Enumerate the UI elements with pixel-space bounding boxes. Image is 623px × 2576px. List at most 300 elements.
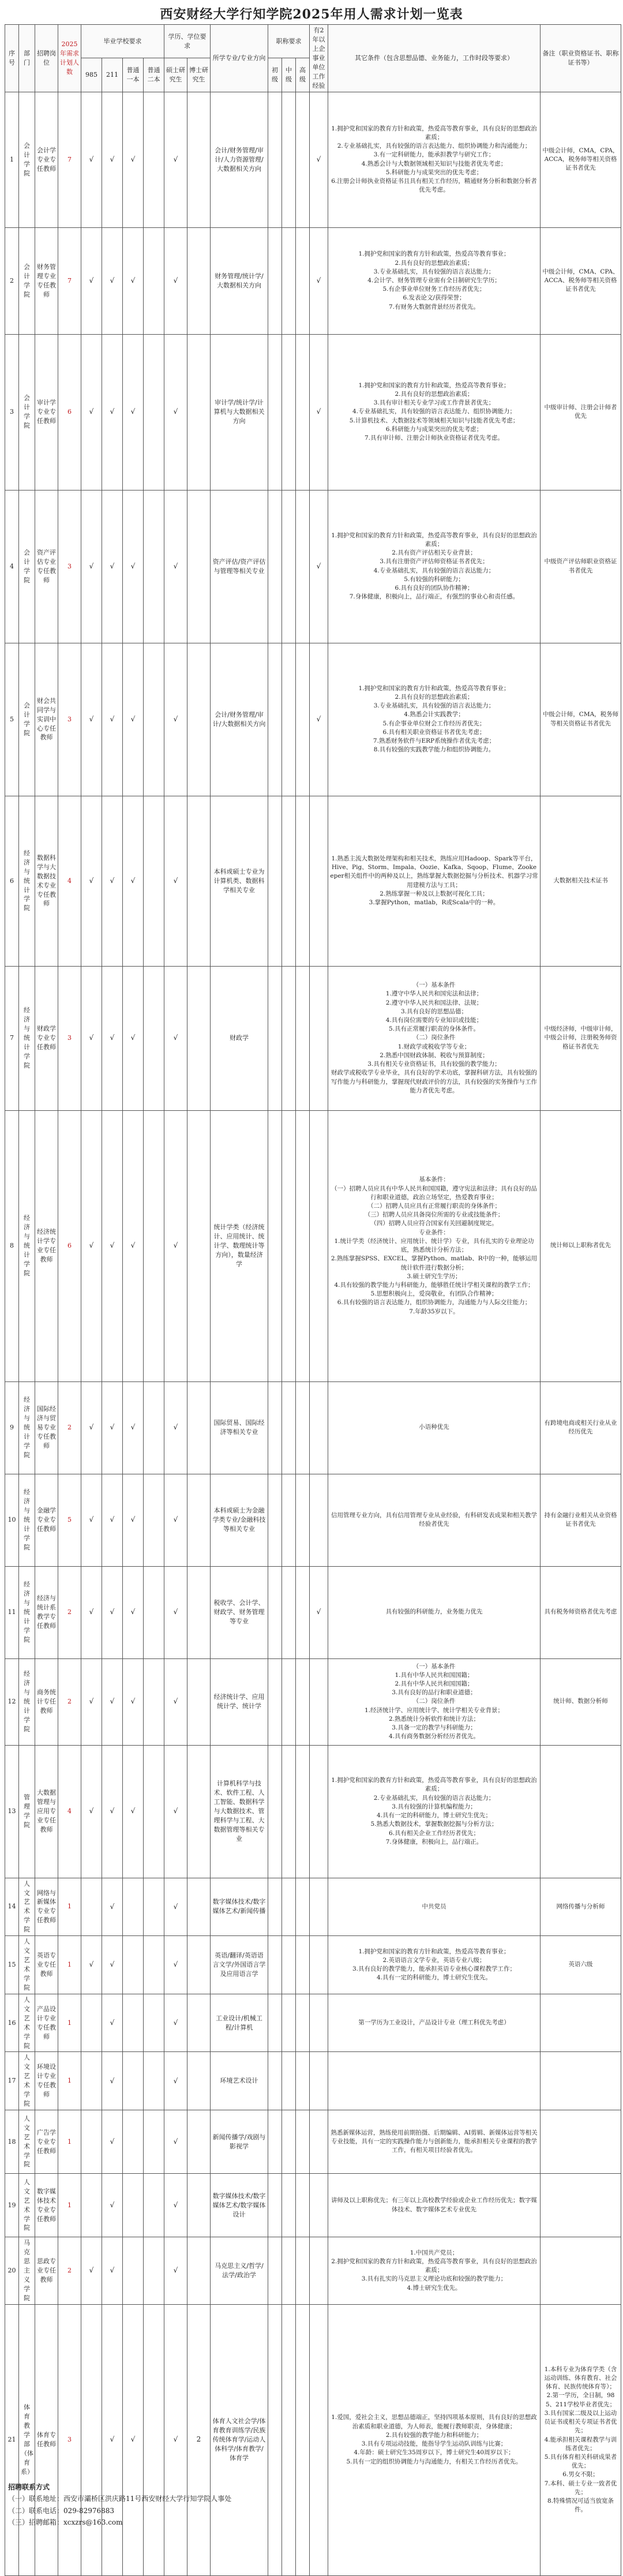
row-dept: 会计学院 xyxy=(19,92,35,227)
row-post: 金融学专业专任教师 xyxy=(35,1474,58,1566)
row-master: √ xyxy=(164,1878,187,1936)
row-title-senior xyxy=(296,2110,310,2174)
row-title-junior xyxy=(268,2237,282,2305)
row-conditions: 熟悉新媒体运营，熟练使用前期拍摄、后期编辑、AI剪辑、新媒体运营等相关专业技能，具有一定的实践操作能力与创新能力，能承担相关专业课程的教学工作，有相关项目经验者优先。 xyxy=(328,2110,541,2174)
row-title-junior xyxy=(268,1745,282,1878)
row-title-mid xyxy=(282,1474,296,1566)
table-row xyxy=(5,334,621,490)
row-seq: 5 xyxy=(5,643,19,796)
row-title-mid xyxy=(282,2174,296,2237)
row-post: 广告学专业专任教师 xyxy=(35,2110,58,2174)
row-title-senior xyxy=(296,1878,310,1936)
row-major: 计算机科学与技术、软件工程、人工智能、数据科学与大数据技术、管理科学与工程、大数据管理等相关专业 xyxy=(211,1745,268,1878)
row-phd xyxy=(187,2110,211,2174)
row-tier2 xyxy=(144,643,164,796)
row-seq: 8 xyxy=(5,1110,19,1381)
row-major: 统计学类（经济统计、应用统计、统计学、数理统计等方向），数量经济学 xyxy=(211,1110,268,1381)
row-title-junior xyxy=(268,92,282,227)
contact-heading: 招聘联系方式 xyxy=(8,2483,50,2491)
row-title-mid xyxy=(282,1878,296,1936)
row-title-junior xyxy=(268,1936,282,1994)
row-count: 1 xyxy=(58,2110,81,2174)
row-seq: 19 xyxy=(5,2174,19,2237)
row-dept: 会计学院 xyxy=(19,490,35,643)
row-211: √ xyxy=(102,1994,123,2052)
row-title-mid xyxy=(282,796,296,966)
row-count: 1 xyxy=(58,1936,81,1994)
row-title-mid xyxy=(282,966,296,1110)
row-985: √ xyxy=(81,2237,102,2305)
row-tier1: √ xyxy=(123,966,144,1110)
row-211: √ xyxy=(102,2174,123,2237)
header-211: 211 xyxy=(102,58,123,92)
row-major: 体育人文社会学/体育教育训练学/民族传统体育学/运动人体科学/体育教学/体育学 xyxy=(211,2304,268,2575)
row-major: 财务管理/统计学/大数据相关方向 xyxy=(211,227,268,334)
row-title-mid xyxy=(282,1994,296,2052)
row-count: 2 xyxy=(58,1658,81,1745)
table-row xyxy=(5,1474,621,1566)
row-title-mid xyxy=(282,643,296,796)
row-tier2 xyxy=(144,2237,164,2305)
row-dept: 经济与统计学院 xyxy=(19,1381,35,1474)
row-title-junior xyxy=(268,2052,282,2110)
row-conditions: 1.熟悉主流大数据处理架构和相关技术，熟练应用Hadoop、Spark等平台，Hive、Pig、Storm、Impala、Oozie、Kafka、Sqoop、Flume、Zookeeper相关组件中的两种及以上，熟练掌握大数据挖掘与分析技术、机器学习常用建模方法与工具； 2.熟练掌握一种及以上数据可视化工具； 3.掌握Python，matlab，R或Scala中的一种。 xyxy=(328,796,541,966)
row-985: √ xyxy=(81,92,102,227)
row-title-mid xyxy=(282,227,296,334)
row-tier2 xyxy=(144,1745,164,1878)
header-seq: 序号 xyxy=(5,25,19,92)
row-seq: 21 xyxy=(5,2304,19,2575)
row-count: 1 xyxy=(58,1994,81,2052)
row-title-senior xyxy=(296,227,310,334)
row-985: √ xyxy=(81,796,102,966)
row-title-junior xyxy=(268,1110,282,1381)
row-exp: √ xyxy=(310,92,328,227)
row-seq: 10 xyxy=(5,1474,19,1566)
row-211: √ xyxy=(102,2304,123,2575)
row-count: 1 xyxy=(58,1878,81,1936)
row-tier2 xyxy=(144,92,164,227)
row-dept: 经济与统计学院 xyxy=(19,1566,35,1658)
table-row xyxy=(5,1994,621,2052)
row-dept: 人文艺术学院 xyxy=(19,1936,35,1994)
row-tier1: √ xyxy=(123,1381,144,1474)
row-count: 3 xyxy=(58,490,81,643)
row-phd xyxy=(187,1381,211,1474)
row-remark xyxy=(541,2237,621,2305)
row-remark: 具有税务师资格者优先考虑 xyxy=(541,1566,621,1658)
row-title-mid xyxy=(282,2237,296,2305)
row-count: 7 xyxy=(58,92,81,227)
header-conditions: 其它条件（包含思想品德、业务能力，工作时段等要求） xyxy=(328,25,541,92)
row-remark: 大数据相关技术证书 xyxy=(541,796,621,966)
row-conditions: 1.拥护党和国家的教育方针和政策，热爱高等教育事业，具有良好的思想政治素质； 2.具有资产评估相关专业背景； 3.具有注册资产评估师资格证书者优先； 4.专业基础扎实，具有较强的语言表达能力； 5.有较强的科研能力； 6.具有良好的团队协作精神； 7.身体健康，积极向上，品行端正，有强烈的事业心和责任感。 xyxy=(328,490,541,643)
row-exp xyxy=(310,2237,328,2305)
row-conditions: 基本条件： （一）招聘人员应具有中华人民共和国国籍，遵守宪法和法律；具有良好的品行和职业道德，政治立场坚定，热爱教育事业； （二）招聘人员应具有正常履行职责的身体条件； （三）招聘人员应具备岗位所需的专业或技能条件； （四）招聘人员应符合国家有关回避制度规定。 专业条件： 1.统计学类（经济统计、应用统计、统计学）专业，具有扎实的专业理论功底，熟悉统计分析方法； 2.熟练掌握SPSS、EXCEL，掌握Python、matlab、R中的一种，能够运用统计软件进行数据分析； 3.硕士研究生学历； 4.具有较强的教学能力与科研能力，能够胜任统计学相关课程的教学工作； 5.思想积极向上，爱岗敬业，有团队合作精神； 6.具有较强的语言表达能力，组织协调能力，沟通能力与人际交往能力； 7.年龄35岁以下。 xyxy=(328,1110,541,1381)
row-count: 2 xyxy=(58,1381,81,1474)
row-remark xyxy=(541,2052,621,2110)
row-985 xyxy=(81,2052,102,2110)
row-conditions: 中共党员 xyxy=(328,1878,541,1936)
row-master: √ xyxy=(164,2110,187,2174)
row-title-senior xyxy=(296,1936,310,1994)
row-title-senior xyxy=(296,1566,310,1658)
row-title-junior xyxy=(268,1878,282,1936)
row-phd xyxy=(187,2052,211,2110)
row-conditions: 第一学历为工业设计，产品设计专业（理工科优先考虑） xyxy=(328,1994,541,2052)
contact-footer xyxy=(8,2481,231,2529)
row-conditions: 信用管理专业方向，具有信用管理专业从业经验，有科研发表成果和相关教学经验者优先 xyxy=(328,1474,541,1566)
row-conditions: 1.爱国，爱社会主义，思想品德端正，坚持四项基本原则，具有良好的思想政治素质和职业道德，为人师表，能履行教师职责，身体健康； 2.具有较强的教学能力和科研能力； 3.具有专项运动技能，能指导学生运动队训练与比赛； 4.年龄：硕士研究生35周岁以下，博士研究生40周岁以下； 5.具有一定的组织协调能力与沟通能力，有相关工作经历者优先。 xyxy=(328,2304,541,2575)
row-master: √ xyxy=(164,92,187,227)
row-tier1: √ xyxy=(123,334,144,490)
row-phd xyxy=(187,1936,211,1994)
row-major: 财政学 xyxy=(211,966,268,1110)
row-count: 6 xyxy=(58,1110,81,1381)
row-master: √ xyxy=(164,643,187,796)
row-post: 环境设计专业专任教师 xyxy=(35,2052,58,2110)
row-master: √ xyxy=(164,966,187,1110)
table-row xyxy=(5,1658,621,1745)
row-tier1: √ xyxy=(123,92,144,227)
row-phd: 2 xyxy=(187,2304,211,2575)
row-master: √ xyxy=(164,2237,187,2305)
row-211: √ xyxy=(102,643,123,796)
row-major: 数字媒体技术/数字媒体艺术/新闻传播 xyxy=(211,1878,268,1936)
row-985: √ xyxy=(81,1381,102,1474)
row-985: √ xyxy=(81,334,102,490)
table-row xyxy=(5,1745,621,1878)
row-title-senior xyxy=(296,1110,310,1381)
row-post: 财政学专业专任教师 xyxy=(35,966,58,1110)
row-title-junior xyxy=(268,490,282,643)
row-phd xyxy=(187,227,211,334)
row-remark: 统计师以上职称者优先 xyxy=(541,1110,621,1381)
row-post: 大数据管理与应用专业专任教师 xyxy=(35,1745,58,1878)
row-post: 数据科学与大数据技术专业专任教师 xyxy=(35,796,58,966)
row-tier2 xyxy=(144,1381,164,1474)
row-tier2 xyxy=(144,334,164,490)
row-count: 3 xyxy=(58,643,81,796)
row-seq: 12 xyxy=(5,1658,19,1745)
row-remark: 中级经济师，中级审计师，中级会计师，注册税务师资格证书者优先 xyxy=(541,966,621,1110)
row-phd xyxy=(187,1745,211,1878)
row-exp xyxy=(310,2052,328,2110)
row-conditions: （一）基本条件 1.具有中华人民共和国国籍； 2.具有中华人民共和国国籍； 3.具有良好的品行和职业道德； （二）岗位条件 1.经济统计学、应用统计学、统计学相关专业背景； 2.熟悉统计分析软件和统计方法； 3.具备一定的教学与科研能力； 4.具有商务数据分析经历者优先。 xyxy=(328,1658,541,1745)
row-exp xyxy=(310,966,328,1110)
row-seq: 17 xyxy=(5,2052,19,2110)
row-dept: 会计学院 xyxy=(19,334,35,490)
row-remark xyxy=(541,2174,621,2237)
row-985: √ xyxy=(81,1658,102,1745)
row-remark: 统计师、数据分析师 xyxy=(541,1658,621,1745)
row-master: √ xyxy=(164,1658,187,1745)
row-985: √ xyxy=(81,1936,102,1994)
row-seq: 13 xyxy=(5,1745,19,1878)
row-211: √ xyxy=(102,2110,123,2174)
row-major: 资产评估/资产评估与管理等相关专业 xyxy=(211,490,268,643)
row-exp xyxy=(310,2174,328,2237)
row-title-mid xyxy=(282,1936,296,1994)
row-master: √ xyxy=(164,334,187,490)
row-985 xyxy=(81,1994,102,2052)
row-title-mid xyxy=(282,2052,296,2110)
row-post: 审计学专业专任教师 xyxy=(35,334,58,490)
row-title-senior xyxy=(296,2237,310,2305)
table-row xyxy=(5,490,621,643)
row-title-senior xyxy=(296,334,310,490)
row-conditions: 1.拥护党和国家的教育方针和政策，热爱高等教育事业； 2.具有良好的思想政治素质； 3.具有审计相关专业学习或工作背景者优先； 4.专业基础扎实，具有较强的语言表达能力、组织协调能力； 5.计算机技术、大数据技术等领域相关知识与技能者优先考虑； 6.科研能力与成果突出的优先考虑； 7.具有审计师、注册会计师执业资格证者优先考虑。 xyxy=(328,334,541,490)
row-master: √ xyxy=(164,2052,187,2110)
row-exp: √ xyxy=(310,643,328,796)
row-dept: 人文艺术学院 xyxy=(19,2174,35,2237)
header-title-junior: 初级 xyxy=(268,58,282,92)
table-row xyxy=(5,227,621,334)
row-post: 体育专任教师 xyxy=(35,2304,58,2575)
row-count: 1 xyxy=(58,2174,81,2237)
row-211: √ xyxy=(102,796,123,966)
row-211: √ xyxy=(102,490,123,643)
row-exp xyxy=(310,796,328,966)
row-title-senior xyxy=(296,1745,310,1878)
row-exp xyxy=(310,1381,328,1474)
row-exp xyxy=(310,1658,328,1745)
row-985: √ xyxy=(81,966,102,1110)
row-dept: 会计学院 xyxy=(19,227,35,334)
row-post: 产品设计专业专任教师 xyxy=(35,1994,58,2052)
row-dept: 体育教学部（体育系） xyxy=(19,2304,35,2575)
row-post: 英语专业专任教师 xyxy=(35,1936,58,1994)
row-conditions xyxy=(328,2052,541,2110)
row-tier2 xyxy=(144,1658,164,1745)
row-exp xyxy=(310,1110,328,1381)
row-remark: 英语六级 xyxy=(541,1936,621,1994)
row-title-junior xyxy=(268,966,282,1110)
row-post: 国际经济与贸易专业专任教师 xyxy=(35,1381,58,1474)
row-tier2 xyxy=(144,2110,164,2174)
row-seq: 18 xyxy=(5,2110,19,2174)
table-row xyxy=(5,2237,621,2305)
row-phd xyxy=(187,1110,211,1381)
row-title-junior xyxy=(268,2304,282,2575)
row-count: 2 xyxy=(58,2237,81,2305)
row-tier2 xyxy=(144,1936,164,1994)
row-master: √ xyxy=(164,1110,187,1381)
row-master: √ xyxy=(164,1381,187,1474)
row-tier1 xyxy=(123,2110,144,2174)
row-title-senior xyxy=(296,1381,310,1474)
row-dept: 人文艺术学院 xyxy=(19,1878,35,1936)
row-master: √ xyxy=(164,1994,187,2052)
table-row xyxy=(5,2174,621,2237)
row-exp: √ xyxy=(310,1566,328,1658)
row-major: 马克思主义/哲学/法学/政治学 xyxy=(211,2237,268,2305)
row-post: 财会共同学与实训中心专任教师 xyxy=(35,643,58,796)
header-major: 所学专业/专业方向 xyxy=(211,25,268,92)
row-tier1: √ xyxy=(123,490,144,643)
row-985: √ xyxy=(81,490,102,643)
header-edu-group: 学历、学位要求 xyxy=(164,25,211,58)
row-985: √ xyxy=(81,1110,102,1381)
row-exp xyxy=(310,1936,328,1994)
row-exp xyxy=(310,2110,328,2174)
row-title-junior xyxy=(268,334,282,490)
row-tier2 xyxy=(144,2052,164,2110)
row-tier2 xyxy=(144,796,164,966)
row-title-junior xyxy=(268,1994,282,2052)
row-seq: 20 xyxy=(5,2237,19,2305)
row-conditions: 小语种优先 xyxy=(328,1381,541,1474)
row-tier1: √ xyxy=(123,1566,144,1658)
row-major: 工业设计/机械工程/计算机 xyxy=(211,1994,268,2052)
row-seq: 7 xyxy=(5,966,19,1110)
row-count: 3 xyxy=(58,2304,81,2575)
row-conditions: 1.拥护党和国家的教育方针和政策，热爱高等教育事业； 2.具有良好的思想政治素质； 3.专业基础扎实，具有较强的语言表达能力； 4.会计学、财务管理专业需有全日制研究生学历； 5.有企事业单位财务工作经历者优先； 6.发表论文/获得荣誉； 7.有财务大数据背景经历者优先。 xyxy=(328,227,541,334)
row-count: 6 xyxy=(58,334,81,490)
header-post: 招聘岗位 xyxy=(35,25,58,92)
row-dept: 人文艺术学院 xyxy=(19,2052,35,2110)
row-985: √ xyxy=(81,1745,102,1878)
table-row xyxy=(5,92,621,227)
row-211: √ xyxy=(102,1110,123,1381)
row-title-mid xyxy=(282,1745,296,1878)
row-title-senior xyxy=(296,1658,310,1745)
row-dept: 人文艺术学院 xyxy=(19,2110,35,2174)
row-title-junior xyxy=(268,2174,282,2237)
row-seq: 16 xyxy=(5,1994,19,2052)
row-major: 经济统计学、应用统计学、统计学 xyxy=(211,1658,268,1745)
row-phd xyxy=(187,966,211,1110)
row-master: √ xyxy=(164,2304,187,2575)
row-tier2 xyxy=(144,1474,164,1566)
table-row xyxy=(5,2304,621,2575)
row-remark: 中级会计师，CMA、CPA、ACCA、税务师等相关资格证书者优先 xyxy=(541,227,621,334)
row-phd xyxy=(187,2174,211,2237)
row-master: √ xyxy=(164,227,187,334)
row-seq: 4 xyxy=(5,490,19,643)
row-211: √ xyxy=(102,2052,123,2110)
row-exp xyxy=(310,1994,328,2052)
row-985: √ xyxy=(81,227,102,334)
row-phd xyxy=(187,1878,211,1936)
row-conditions: 1.拥护党和国家的教育方针和政策，热爱高等教育事业； 2.英语语言文学专业，英语专业八级； 3.具有良好的教学能力，能承担英语专业核心课程教学工作； 4.具有一定的科研能力，博士研究生优先。 xyxy=(328,1936,541,1994)
table-row xyxy=(5,966,621,1110)
contact-email: （三）招聘邮箱：xcxzrs@163.com xyxy=(8,2518,123,2527)
row-phd xyxy=(187,490,211,643)
row-tier1: √ xyxy=(123,1658,144,1745)
row-211: √ xyxy=(102,1566,123,1658)
row-phd xyxy=(187,2237,211,2305)
table-row xyxy=(5,643,621,796)
row-tier2 xyxy=(144,2174,164,2237)
row-phd xyxy=(187,1994,211,2052)
row-seq: 15 xyxy=(5,1936,19,1994)
row-title-junior xyxy=(268,643,282,796)
row-seq: 11 xyxy=(5,1566,19,1658)
row-tier1: √ xyxy=(123,227,144,334)
row-master: √ xyxy=(164,1745,187,1878)
row-985 xyxy=(81,2174,102,2237)
row-title-senior xyxy=(296,966,310,1110)
row-211: √ xyxy=(102,334,123,490)
table-body xyxy=(5,92,621,2575)
row-count: 1 xyxy=(58,2052,81,2110)
row-post: 经济统计学专业专任教师 xyxy=(35,1110,58,1381)
row-985: √ xyxy=(81,643,102,796)
header-985: 985 xyxy=(81,58,102,92)
row-major: 数字媒体技术/数字媒体艺术/数字媒体设计 xyxy=(211,2174,268,2237)
header-exp: 有2年以上企事业单位工作经验 xyxy=(310,25,328,92)
row-remark: 中级会计师，CMA，CPA，ACCA，税务师等相关资格证书者优先 xyxy=(541,92,621,227)
row-985: √ xyxy=(81,1566,102,1658)
row-conditions: 1.中国共产党员； 2.拥护党和国家的教育方针和政策，热爱高等教育事业，具有良好的思想政治素质； 3.具有扎实的马克思主义理论功底和较强的教学能力； 4.博士研究生优先。 xyxy=(328,2237,541,2305)
row-tier2 xyxy=(144,1878,164,1936)
row-exp: √ xyxy=(310,227,328,334)
row-dept: 马克思主义学院 xyxy=(19,2237,35,2305)
row-remark: 中级资产评估师职业资格证书者优先 xyxy=(541,490,621,643)
row-major: 新闻传播学/戏剧与影视学 xyxy=(211,2110,268,2174)
row-seq: 1 xyxy=(5,92,19,227)
row-remark: 持有金融行业相关从业资格证书者优先 xyxy=(541,1474,621,1566)
row-tier1: √ xyxy=(123,643,144,796)
row-tier1: √ xyxy=(123,1110,144,1381)
row-title-mid xyxy=(282,1110,296,1381)
row-tier2 xyxy=(144,1110,164,1381)
row-title-junior xyxy=(268,2110,282,2174)
row-major: 国际贸易、国际经济等相关专业 xyxy=(211,1381,268,1474)
row-dept: 经济与统计学院 xyxy=(19,1474,35,1566)
row-phd xyxy=(187,796,211,966)
row-211: √ xyxy=(102,92,123,227)
row-dept: 人文艺术学院 xyxy=(19,1994,35,2052)
row-post: 数字媒体技术专业专任教师 xyxy=(35,2174,58,2237)
demand-plan-table xyxy=(5,24,621,2576)
row-211: √ xyxy=(102,1658,123,1745)
row-seq: 6 xyxy=(5,796,19,966)
row-tier2 xyxy=(144,227,164,334)
table-row xyxy=(5,1566,621,1658)
row-conditions: 具有较强的科研能力，业务能力优先 xyxy=(328,1566,541,1658)
row-dept: 经济与统计学院 xyxy=(19,1110,35,1381)
row-exp xyxy=(310,2304,328,2575)
row-major: 环境艺术设计 xyxy=(211,2052,268,2110)
row-post: 网络与新媒体专业专任教师 xyxy=(35,1878,58,1936)
row-title-mid xyxy=(282,1566,296,1658)
row-title-senior xyxy=(296,490,310,643)
row-title-senior xyxy=(296,796,310,966)
row-major: 本科或硕士专业为计算机类、数据科学相关专业 xyxy=(211,796,268,966)
row-title-senior xyxy=(296,643,310,796)
row-title-mid xyxy=(282,2304,296,2575)
row-remark: 有跨境电商或相关行业从业经历优先 xyxy=(541,1381,621,1474)
row-major: 税收学、会计学、财政学、财务管理等专业 xyxy=(211,1566,268,1658)
row-title-junior xyxy=(268,796,282,966)
row-tier1: √ xyxy=(123,796,144,966)
row-tier1 xyxy=(123,1936,144,1994)
row-remark: 1.本科专业为体育学类（含运动训练、体育教育、社会体育、民族传统体育等）； 2.第一学历，全日制，985、211学校毕业者优先； 3.具有国家二级及以上运动员证书或相关专项证书者优先； 4.能承担相关课程教学与训练者优先； 5.具有体育相关科研成果者优先； 6.男女不限； 7.本科、硕士专业一致者优先； 8.特殊情况可适当放宽条件。 xyxy=(541,2304,621,2575)
row-phd xyxy=(187,334,211,490)
header-count: 2025年需求计划人数 xyxy=(58,25,81,92)
table-row xyxy=(5,1381,621,1474)
row-title-mid xyxy=(282,2110,296,2174)
row-major: 本科或硕士为金融学类专业/金融科技等相关专业 xyxy=(211,1474,268,1566)
row-phd xyxy=(187,1566,211,1658)
row-post: 思政专业专任教师 xyxy=(35,2237,58,2305)
row-title-mid xyxy=(282,92,296,227)
row-title-senior xyxy=(296,2174,310,2237)
row-211: √ xyxy=(102,227,123,334)
row-exp xyxy=(310,1474,328,1566)
